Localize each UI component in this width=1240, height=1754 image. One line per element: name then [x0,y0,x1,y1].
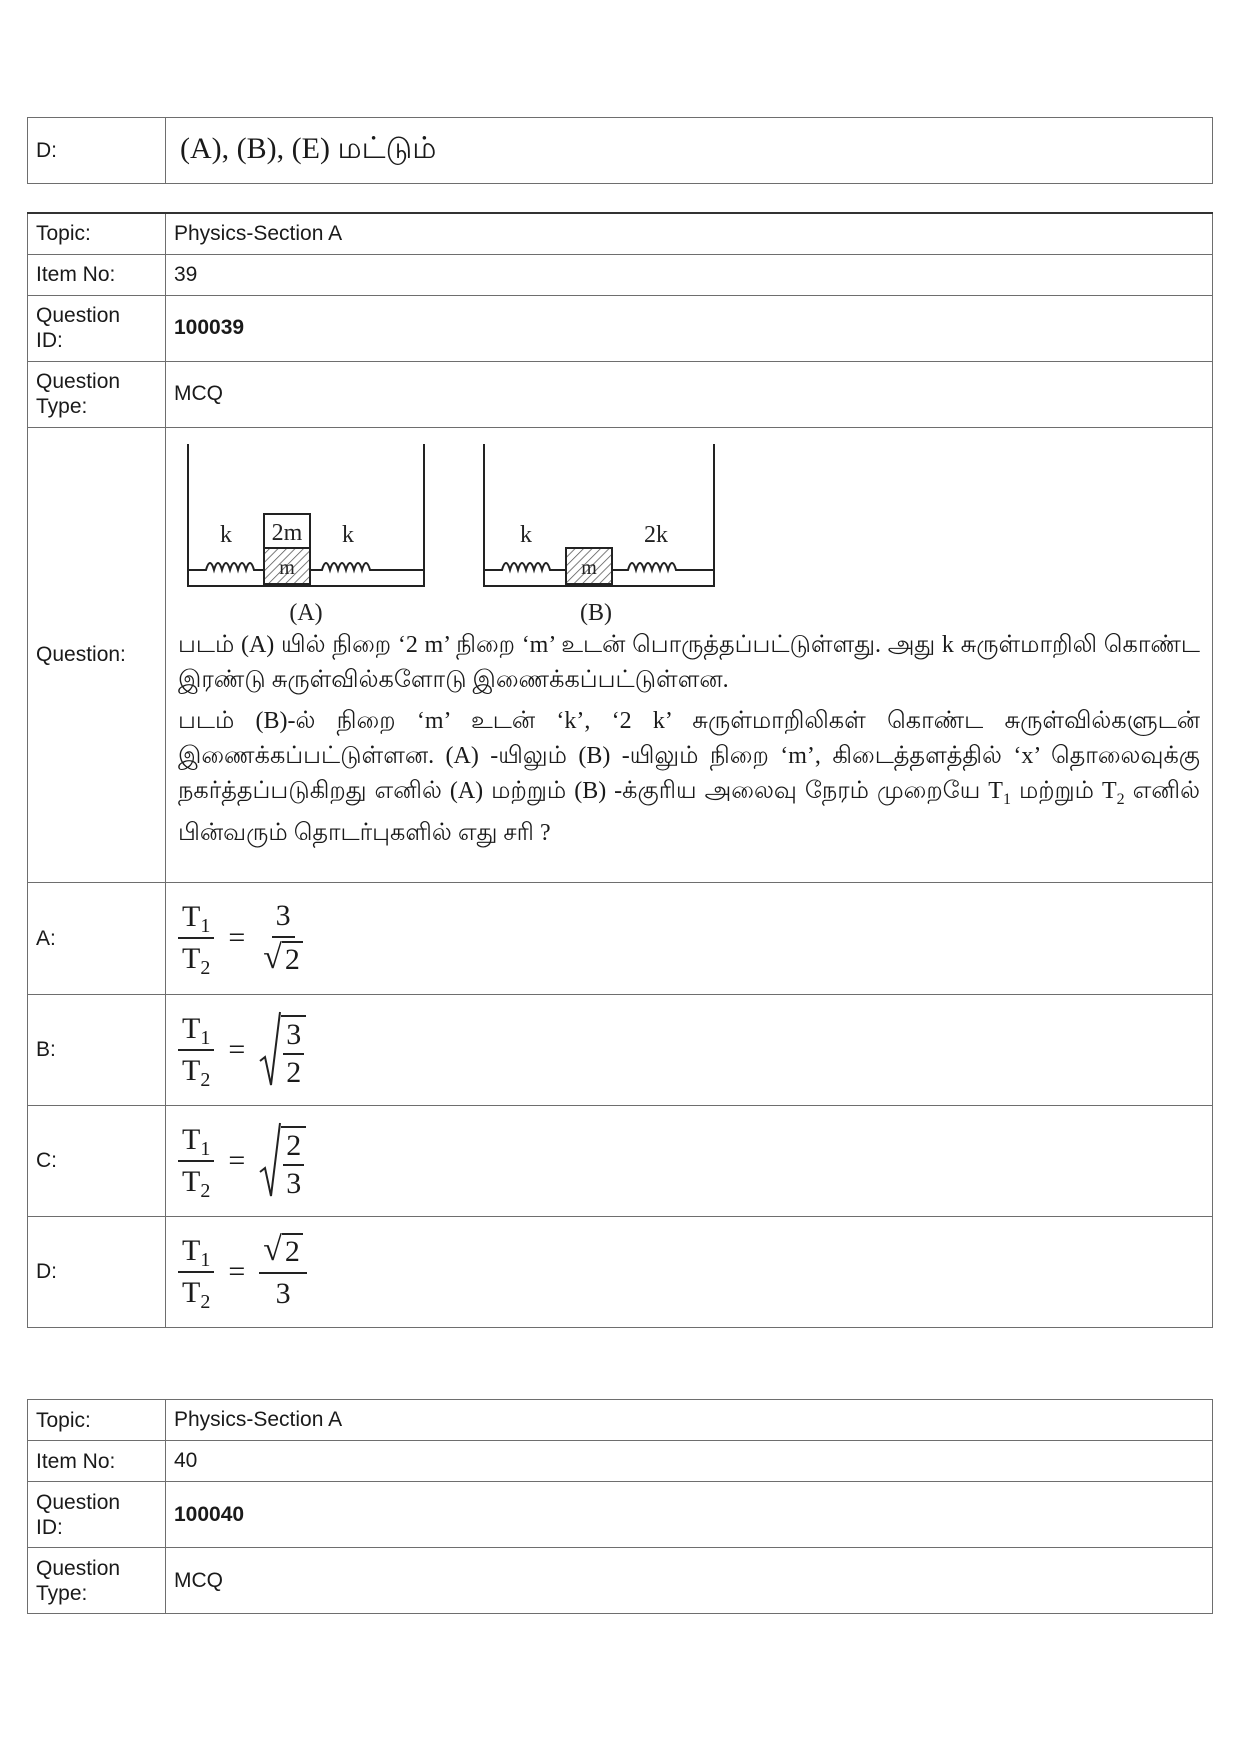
topic-value: Physics-Section A [166,1400,1213,1441]
question-39-table [27,212,1213,1328]
caption-a: (A) [289,599,323,626]
topic-label: Topic: [28,213,166,254]
question-id-value: 100039 [166,295,1213,361]
question-type-label-line2: Type: [36,395,88,418]
rhs-sqrt-fraction: 2 3 [259,1122,306,1200]
item-no-label: Item No: [28,254,166,295]
question-40-table [27,1399,1213,1614]
label-m-a: m [279,556,295,579]
label-2k-b: 2k [644,521,668,548]
option-c-formula: $\frac{T_1}{T_2}$ = 2 3 [166,1105,1213,1216]
item-no-label: Item No: [28,1441,166,1482]
label-2m: 2m [271,519,303,546]
option-b-label: B: [28,994,166,1105]
option-d-label: D: [28,1216,166,1327]
option-a-label: A: [28,882,166,994]
spring-a-left [188,563,264,570]
lhs-fraction: $\frac{T_1}{T_2}$ [178,1012,214,1088]
question-type-label [28,361,166,427]
question-type-value: MCQ [166,1548,1213,1614]
lhs-fraction: $\frac{T_1}{T_2}$ [178,1123,214,1199]
spring-b-right [612,563,714,570]
spring-a-right [310,563,424,570]
option-d-formula: $\frac{T_1}{T_2}$ = √ 2 3 [166,1216,1213,1327]
option-d-row[interactable] [28,1216,1213,1327]
option-a-row[interactable] [28,882,1213,994]
spring-b-left [484,563,566,570]
question-type-value: MCQ [166,361,1213,427]
question-id-label-line1: Question [36,1490,121,1514]
label-k-left-b: k [520,521,532,548]
lhs-fraction: $\frac{T_1}{T_2}$ [178,1234,214,1310]
question-id-label [28,1482,166,1548]
label-k-right-a: k [342,521,354,548]
lhs-fraction: $\frac{T_1}{T_2}$ [178,900,214,976]
item-no-value: 39 [166,254,1213,295]
option-label: D: [28,118,166,184]
option-c-row[interactable] [28,1105,1213,1216]
question-type-label-line1: Question [36,1556,121,1580]
option-b-row[interactable] [28,994,1213,1105]
topic-value: Physics-Section A [166,213,1213,254]
question-text [166,628,1212,852]
rhs-sqrt-fraction: 3 2 [259,1011,306,1089]
question-id-label [28,295,166,361]
caption-b: (B) [580,599,612,626]
question-id-label-line2: ID: [36,329,63,352]
question-para-1: படம் (A) யில் நிறை ‘2 m’ நிறை ‘m’ உடன் பொருத்தப்பட்டுள்ளது. அது k சுருள்மாறிலி கொண்ட இரண்டு சுருள்வில்களோடு இணைக்கப்பட்டுள்ளன. [178,631,1200,693]
rhs-fraction: √ 2 3 [259,1233,307,1311]
question-type-label [28,1548,166,1614]
label-m-b: m [581,556,597,579]
option-b-formula: $\frac{T_1}{T_2}$ = 3 2 [166,994,1213,1105]
item-no-value: 40 [166,1441,1213,1482]
question-type-label-line2: Type: [36,1581,88,1605]
rhs-fraction: 3 √ 2 [259,899,307,977]
option-d-text: (A), (B), (E) மட்டும் [166,118,1213,184]
question-body [166,427,1213,882]
question-type-label-line1: Question [36,370,121,393]
option-a-formula: $\frac{T_1}{T_2}$ = 3 √ 2 [166,882,1213,994]
spring-mass-diagram [176,438,736,628]
question-id-value: 100040 [166,1482,1213,1548]
option-c-label: C: [28,1105,166,1216]
question-label: Question: [28,427,166,882]
question-id-label-line1: Question [36,304,121,327]
topic-label: Topic: [28,1400,166,1441]
question-id-label-line2: ID: [36,1515,63,1539]
question-para-2: படம் (B)-ல் நிறை ‘m’ உடன் ‘k’, ‘2 k’ சுருள்மாறிலிகள் கொண்ட சுருள்வில்களுடன் இணைக்கப்பட்டுள்ளன. (A) -யிலும் (B) -யிலும் நிறை ‘m’, கிடைத்தளத்தில் ‘x’ தொலைவுக்கு நகர்த்தப்படுகிறது எனில் (A) மற்றும் (B) -க்குரிய அலைவு நேரம் முறையே $T_1$ மற்றும் $T_2$ எனில் பின்வரும் தொடர்புகளில் எது சரி ? [178,707,1200,847]
label-k-left-a: k [220,521,232,548]
prev-question-table [27,117,1213,184]
